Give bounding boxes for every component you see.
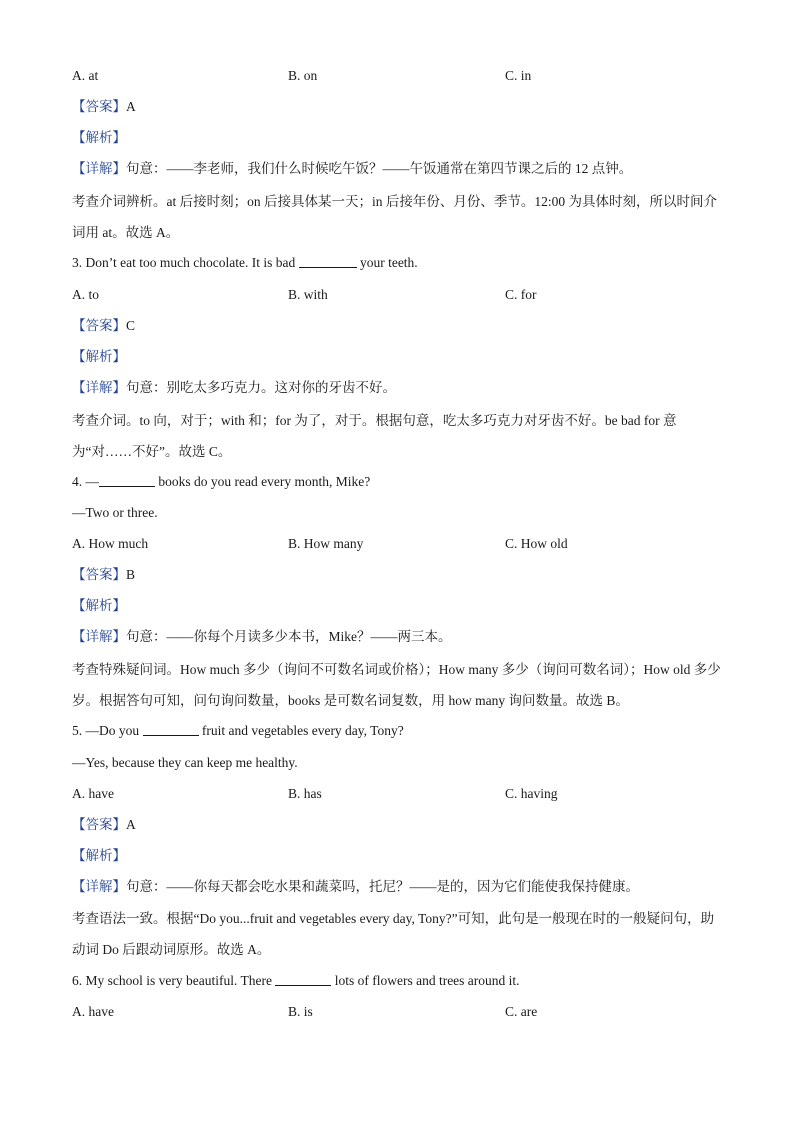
q4-stem (72, 473, 370, 491)
q6-options (72, 1003, 722, 1021)
stem-text: 6. My school is very beautiful. There (72, 973, 272, 988)
detail-tag: 【详解】 (72, 161, 126, 176)
q5-reply: —Yes, because they can keep me healthy. (72, 755, 298, 770)
answer-value: A (126, 99, 136, 114)
answer-blank (299, 255, 357, 268)
answer-value: B (126, 567, 136, 582)
q5-detail (72, 878, 639, 896)
stem-text: fruit and vegetables every day, Tony? (201, 723, 404, 738)
q4-option-b: B. How many (288, 536, 364, 551)
q3-stem (72, 254, 418, 272)
q3-detail (72, 379, 396, 397)
detail-tag: 【详解】 (72, 879, 126, 894)
analysis-tag: 【解析】 (72, 130, 126, 145)
q3-answer (72, 317, 135, 335)
answer-tag: 【答案】 (72, 817, 126, 832)
q6-option-a: A. have (72, 1004, 114, 1019)
q2-option-b: B. on (288, 68, 318, 83)
q3-analysis (72, 348, 126, 366)
q4-explanation: 考查特殊疑问词。How much 多少（询问不可数名词或价格）；How many 多少（询问可数名词）；How old 多少岁。根据答句可知，问句询问数量，books 是可数名词复数，用 how many 询问数量。故选 B。 (72, 662, 721, 708)
detail-text: 句意：——你每天都会吃水果和蔬菜吗，托尼？——是的，因为它们能使我保持健康。 (126, 879, 639, 894)
q4-option-a: A. How much (72, 536, 149, 551)
q4-reply: —Two or three. (72, 505, 158, 520)
answer-tag: 【答案】 (72, 99, 126, 114)
q2-explanation: 考查介词辨析。at 后接时刻；on 后接具体某一天；in 后接年份、月份、季节。12:00 为具体时刻，所以时间介词用 at。故选 A。 (72, 194, 717, 240)
q3-option-c: C. for (505, 287, 537, 302)
q5-option-b: B. has (288, 786, 322, 801)
q3-explanation: 考查介词。to 向，对于；with 和；for 为了，对于。根据句意，吃太多巧克力对牙齿不好。be bad for 意为“对……不好”。故选 C。 (72, 413, 677, 459)
answer-value: A (126, 817, 136, 832)
answer-blank (143, 723, 199, 736)
q2-options (72, 67, 722, 85)
q2-option-c: C. in (505, 68, 532, 83)
stem-text: 3. Don’t eat too much chocolate. It is bad (72, 255, 296, 270)
q4-answer (72, 566, 135, 584)
q4-options (72, 535, 722, 553)
answer-value: C (126, 318, 136, 333)
q2-option-a: A. at (72, 68, 99, 83)
q6-option-b: B. is (288, 1004, 313, 1019)
q6-stem (72, 972, 520, 990)
stem-text: lots of flowers and trees around it. (334, 973, 520, 988)
answer-blank (99, 474, 155, 487)
q6-option-c: C. are (505, 1004, 538, 1019)
q5-option-c: C. having (505, 786, 558, 801)
stem-text: 4. — (72, 474, 99, 489)
answer-blank (275, 973, 331, 986)
q3-option-b: B. with (288, 287, 328, 302)
analysis-tag: 【解析】 (72, 349, 126, 364)
detail-text: 句意：别吃太多巧克力。这对你的牙齿不好。 (126, 380, 396, 395)
stem-text: your teeth. (359, 255, 418, 270)
q5-analysis (72, 847, 126, 865)
q3-option-a: A. to (72, 287, 99, 302)
q5-answer (72, 816, 136, 834)
q5-explanation: 考查语法一致。根据“Do you...fruit and vegetables every day, Tony?”可知，此句是一般现在时的一般疑问句，助动词 Do 后跟动词原形。故选 A。 (72, 911, 715, 957)
q5-option-a: A. have (72, 786, 114, 801)
detail-tag: 【详解】 (72, 380, 126, 395)
q2-answer (72, 98, 136, 116)
q3-options (72, 286, 722, 304)
q2-detail (72, 160, 632, 178)
analysis-tag: 【解析】 (72, 598, 126, 613)
q4-analysis (72, 597, 126, 615)
stem-text: 5. —Do you (72, 723, 140, 738)
answer-tag: 【答案】 (72, 567, 126, 582)
detail-text: 句意：——李老师，我们什么时候吃午饭？——午饭通常在第四节课之后的 12 点钟。 (126, 161, 633, 176)
q5-stem (72, 722, 404, 740)
q4-option-c: C. How old (505, 536, 568, 551)
q5-options (72, 785, 722, 803)
analysis-tag: 【解析】 (72, 848, 126, 863)
answer-tag: 【答案】 (72, 318, 126, 333)
stem-text: books do you read every month, Mike? (158, 474, 371, 489)
detail-text: 句意：——你每个月读多少本书，Mike？——两三本。 (126, 629, 452, 644)
detail-tag: 【详解】 (72, 629, 126, 644)
q2-analysis (72, 129, 126, 147)
q4-detail (72, 628, 452, 646)
